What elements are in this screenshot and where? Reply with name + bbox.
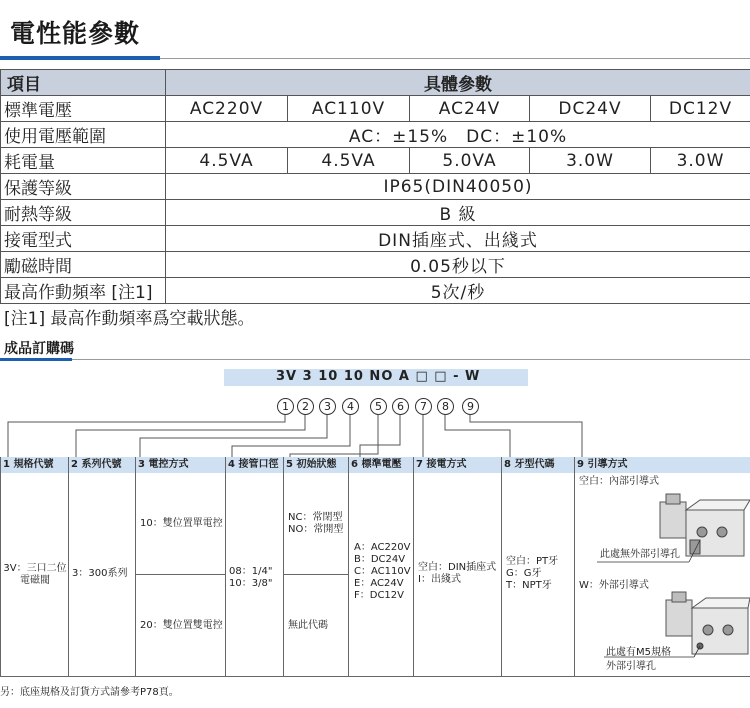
- cell-value: 5.0VA: [410, 148, 530, 174]
- cell-value: AC110V: [288, 96, 410, 122]
- valve-external-pilot-image: [666, 592, 750, 654]
- row-label: 保護等級: [1, 174, 166, 200]
- col-header-thread: 8 牙型代碼: [504, 459, 555, 470]
- code-circle-9: 9: [462, 398, 479, 415]
- pilot-external-option: W：外部引導式: [579, 580, 649, 591]
- table-footnote: [注1] 最高作動頻率爲空載狀態。: [4, 309, 255, 329]
- cell-value: 0.05秒以下: [166, 252, 750, 278]
- col-header-wiring: 7 接電方式: [416, 459, 467, 470]
- code-circle-3: 3: [319, 398, 336, 415]
- order-code-string: 3V 3 10 10 NO A □ □ - W: [276, 369, 481, 384]
- cell-value: B 級: [166, 200, 750, 226]
- pilot-internal-callout: 此處無外部引導孔: [600, 549, 680, 560]
- spec-code-options: 3V：三口二位 電磁閥: [3, 563, 67, 586]
- code-circle-7: 7: [415, 398, 432, 415]
- code-circle-5: 5: [370, 398, 387, 415]
- page-title: 電性能參數: [10, 19, 141, 48]
- cell-value: 4.5VA: [288, 148, 410, 174]
- row-label: 耗電量: [1, 148, 166, 174]
- cell-value: DC12V: [651, 96, 750, 122]
- row-label: 勵磁時間: [1, 252, 166, 278]
- pilot-internal-option: 空白：內部引導式: [579, 476, 659, 487]
- row-label: 接電型式: [1, 226, 166, 252]
- col-header-control-type: 3 電控方式: [138, 459, 189, 470]
- initial-state-options: NC：常閉型 NO：常開型: [288, 512, 344, 535]
- valve-internal-pilot-image: [660, 494, 750, 556]
- control-type-option-20: 20：雙位置雙電控: [140, 620, 223, 631]
- pilot-external-callout: 此處有M5規格 外部引導孔: [606, 647, 671, 672]
- thread-options: 空白：PT牙 G：G牙 T：NPT牙: [506, 556, 559, 591]
- cell-value: AC：±15% DC：±10%: [166, 122, 750, 148]
- cell-value: 4.5VA: [166, 148, 288, 174]
- col-header-spec-code: 1 規格代號: [3, 459, 54, 470]
- col-header-series-code: 2 系列代號: [71, 459, 122, 470]
- cell-value: DIN插座式、出綫式: [166, 226, 750, 252]
- col-header-initial-state: 5 初始狀態: [286, 459, 337, 470]
- spec-header-item: 項目: [1, 70, 166, 96]
- cell-value: IP65(DIN40050): [166, 174, 750, 200]
- spec-header-values: 具體參數: [166, 70, 750, 96]
- cell-value: AC220V: [166, 96, 288, 122]
- code-circle-6: 6: [392, 398, 409, 415]
- code-circle-4: 4: [342, 398, 359, 415]
- order-footnote: 另：底座規格及訂貨方式請參考P78頁。: [0, 687, 179, 698]
- row-label: 標準電壓: [1, 96, 166, 122]
- code-circle-2: 2: [297, 398, 314, 415]
- col-header-voltage: 6 標準電壓: [351, 459, 402, 470]
- cell-value: AC24V: [410, 96, 530, 122]
- voltage-options: A：AC220V B：DC24V C：AC110V E：AC24V F：DC12V: [354, 542, 411, 601]
- cell-value: 3.0W: [530, 148, 651, 174]
- row-label: 使用電壓範圍: [1, 122, 166, 148]
- series-code-options: 3：300系列: [72, 568, 128, 579]
- wiring-options: 空白：DIN插座式 I：出綫式: [418, 562, 497, 585]
- cell-value: 3.0W: [651, 148, 750, 174]
- control-type-option-10: 10：雙位置單電控: [140, 518, 223, 529]
- cell-value: 5次/秒: [166, 278, 750, 304]
- col-header-port-size: 4 接管口徑: [228, 459, 279, 470]
- code-circle-1: 1: [277, 398, 294, 415]
- port-size-options: 08：1/4" 10：3/8": [229, 566, 273, 589]
- col-header-pilot: 9 引導方式: [577, 459, 628, 470]
- cell-value: DC24V: [530, 96, 651, 122]
- code-circle-8: 8: [437, 398, 454, 415]
- initial-state-none: 無此代碼: [288, 620, 328, 631]
- row-label: 最高作動頻率 [注1]: [1, 278, 166, 304]
- row-label: 耐熱等級: [1, 200, 166, 226]
- order-code-title: 成品訂購碼: [4, 341, 74, 357]
